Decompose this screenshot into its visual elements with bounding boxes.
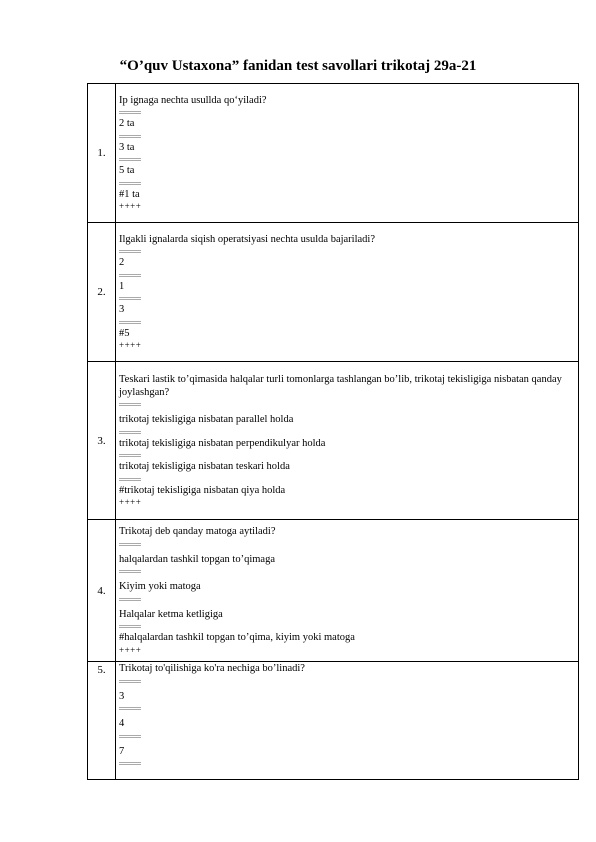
end-marker: ++++	[119, 644, 142, 655]
correct-answer: #1 ta	[119, 188, 140, 200]
page-title: “O’quv Ustaxona” fanidan test savollari trikotaj 29a-21	[119, 58, 477, 74]
answer-separator	[119, 154, 578, 165]
question-number: 1.	[88, 84, 116, 223]
answer-option: 1	[119, 280, 125, 292]
answer-separator	[119, 270, 578, 281]
end-marker: ++++	[119, 201, 142, 212]
answer-separator	[119, 399, 578, 410]
answer-option: Halqalar ketma ketligiga	[119, 608, 223, 620]
table-row	[88, 662, 579, 780]
question-cell	[116, 223, 579, 362]
answer-option: 7	[119, 745, 125, 757]
answer-separator	[119, 293, 578, 304]
answer-option: halqalardan tashkil topgan to’qimaga	[119, 553, 275, 565]
questions-table	[87, 83, 579, 780]
answer-separator	[119, 621, 578, 632]
answer-separator	[119, 107, 578, 118]
answer-separator	[119, 246, 578, 257]
answer-option: Kiyim yoki matoga	[119, 581, 201, 593]
question-text: Trikotaj to'qilishiga ko'ra nechiga bo’linadi?	[119, 663, 305, 674]
answer-separator	[119, 474, 578, 485]
answer-separator	[119, 178, 578, 189]
correct-answer: #trikotaj tekisligiga nisbatan qiya holda	[119, 484, 286, 496]
answer-separator	[119, 566, 578, 577]
answer-separator	[119, 317, 578, 328]
end-marker: ++++	[119, 340, 142, 351]
correct-answer: #5	[119, 327, 130, 339]
answer-option: 5 ta	[119, 165, 135, 177]
table-row	[88, 84, 579, 223]
question-text: Trikotaj deb qanday matoga aytiladi?	[119, 526, 276, 538]
question-text: Ilgakli ignalarda siqish operatsiyasi nechta usulda bajariladi?	[119, 233, 375, 245]
answer-option: 2 ta	[119, 118, 135, 130]
question-number: 4.	[88, 520, 116, 662]
answer-option: 2	[119, 257, 125, 269]
answer-separator	[119, 427, 578, 438]
answer-separator	[119, 676, 578, 687]
answer-separator	[119, 594, 578, 605]
question-text: Teskari lastik to’qimasida halqalar turli tomonlarga tashlangan bo’lib, trikotaj tekisligiga nisbatan qanday joylashgan?	[119, 374, 562, 398]
answer-option: 3 ta	[119, 141, 135, 153]
answer-option: trikotaj tekisligiga nisbatan teskari holda	[119, 461, 290, 472]
question-cell	[116, 520, 579, 662]
answer-option: trikotaj tekisligiga nisbatan perpendikulyar holda	[119, 437, 326, 449]
table-row	[88, 520, 579, 662]
table-row	[88, 223, 579, 362]
correct-answer: #halqalardan tashkil topgan to’qima, kiyim yoki matoga	[119, 632, 355, 644]
table-row	[88, 362, 579, 520]
answer-option: trikotaj tekisligiga nisbatan parallel holda	[119, 414, 294, 425]
end-marker: ++++	[119, 497, 142, 507]
question-number: 5.	[88, 662, 116, 780]
answer-option: 3	[119, 690, 125, 702]
answer-separator	[119, 758, 578, 769]
question-number: 3.	[88, 362, 116, 520]
answer-separator	[119, 131, 578, 142]
question-text: Ip ignaga nechta usullda qo‘yiladi?	[119, 94, 267, 106]
question-number: 2.	[88, 223, 116, 362]
answer-separator	[119, 450, 578, 461]
question-cell	[116, 662, 579, 780]
answer-separator	[119, 731, 578, 742]
answer-option: 3	[119, 304, 125, 316]
answer-separator	[119, 539, 578, 550]
question-cell	[116, 84, 579, 223]
answer-separator	[119, 703, 578, 714]
answer-option: 4	[119, 718, 125, 729]
question-cell	[116, 362, 579, 520]
